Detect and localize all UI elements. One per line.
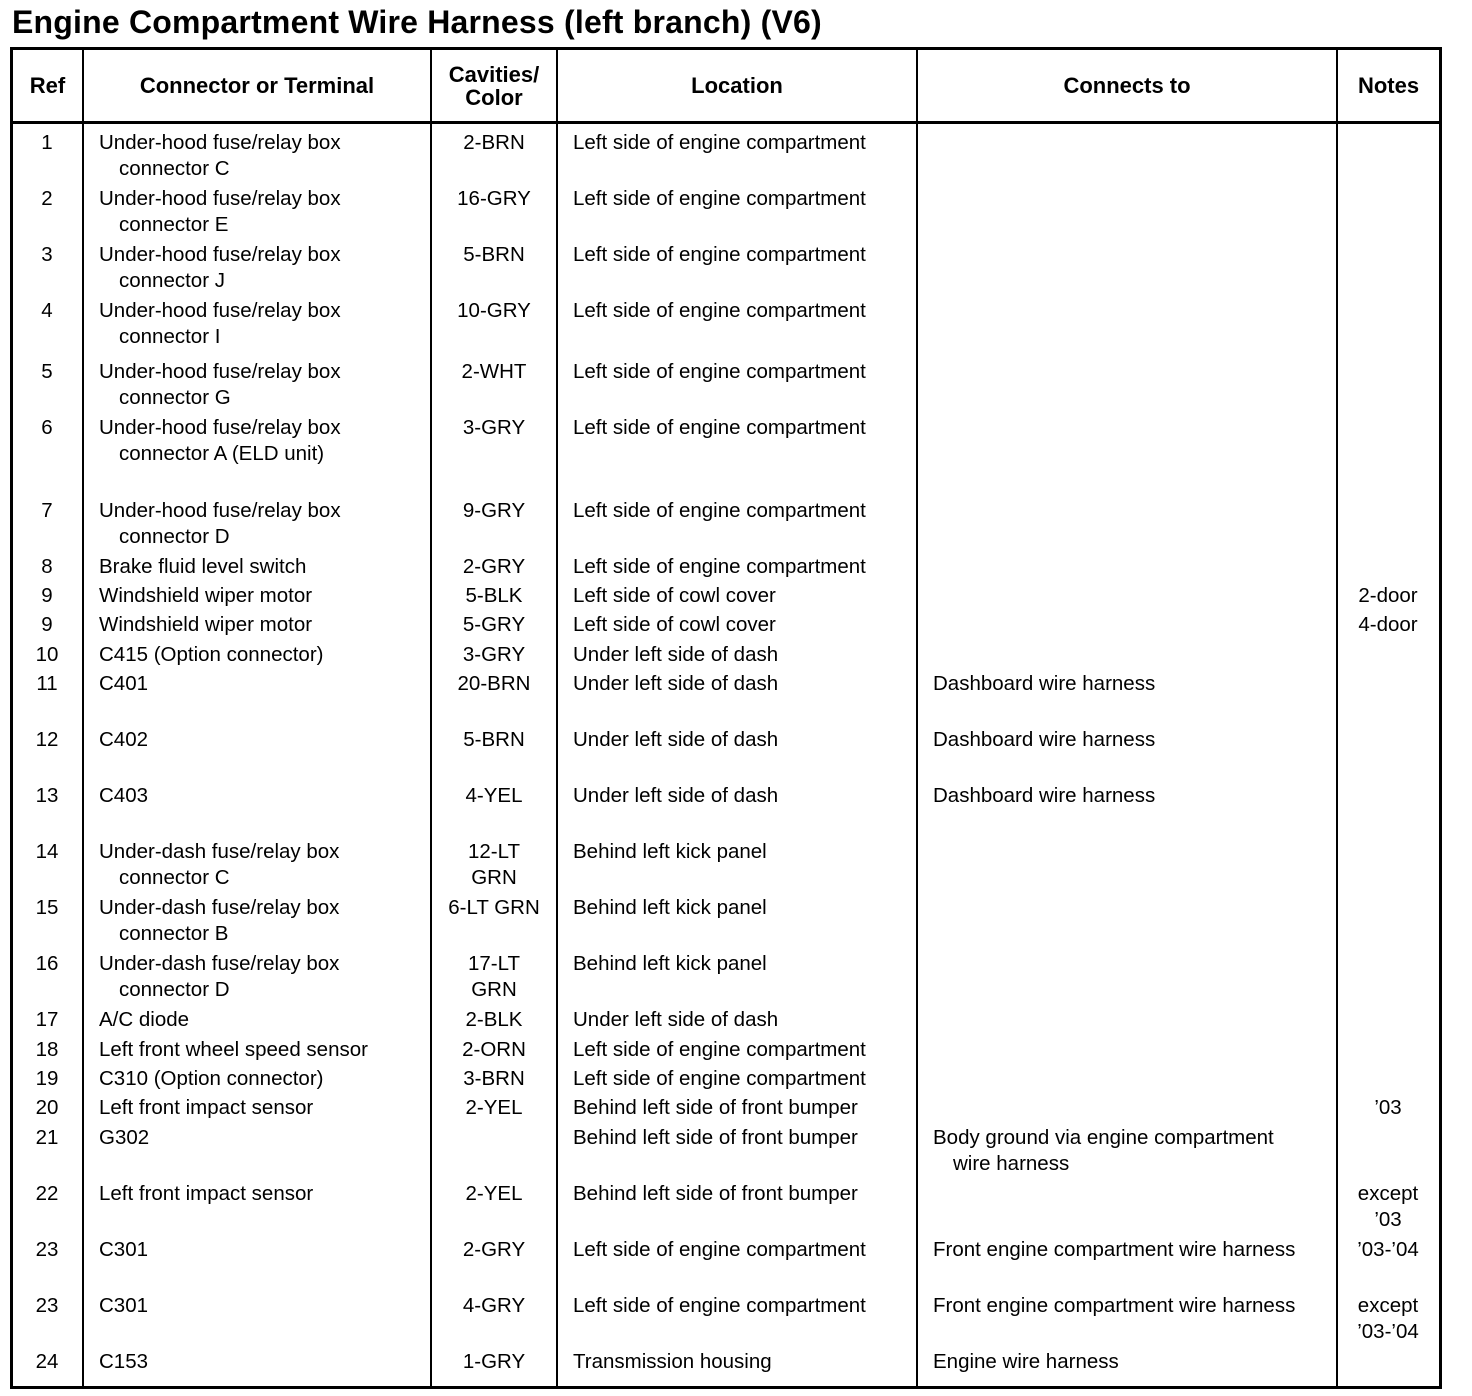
table-row (13, 612, 1439, 638)
connector-cell (99, 1066, 429, 1092)
location-cell (573, 554, 923, 580)
connects-to-cell (933, 727, 1333, 753)
location-cell-line: Behind left side of front bumper (573, 1182, 858, 1205)
connector-cell (99, 1037, 429, 1063)
ref-cell (13, 1293, 81, 1319)
location-cell (573, 1237, 923, 1263)
table-row (13, 1349, 1439, 1375)
connects-to-cell-line: wire harness (953, 1152, 1070, 1175)
connects-to-cell-line: Engine wire harness (933, 1350, 1119, 1373)
ref-cell-line: 10 (35, 643, 59, 666)
ref-cell-line: 11 (36, 672, 58, 695)
cavities-cell (433, 1066, 555, 1092)
location-cell-line: Left side of engine compartment (573, 1067, 866, 1090)
connector-cell-line: Left front wheel speed sensor (99, 1038, 368, 1061)
header-ref: Ref (29, 73, 66, 98)
location-cell (573, 1095, 923, 1121)
table-row (13, 1007, 1439, 1033)
cavities-cell-line: 12-LT (467, 840, 521, 863)
ref-cell (13, 783, 81, 809)
cavities-cell (433, 1095, 555, 1121)
table-row (13, 130, 1439, 180)
cavities-cell-line: 2-BLK (465, 1008, 523, 1031)
ref-cell (13, 895, 81, 921)
connects-to-cell (933, 1349, 1333, 1375)
table-row (13, 895, 1439, 945)
cavities-cell (433, 186, 555, 212)
notes-cell (1339, 1181, 1437, 1233)
connects-to-cell-line: Dashboard wire harness (933, 728, 1156, 751)
table-row (13, 359, 1439, 409)
connector-cell-line: Windshield wiper motor (99, 613, 313, 636)
table-row (13, 186, 1439, 236)
cavities-cell (433, 583, 555, 609)
ref-cell-line: 24 (35, 1350, 59, 1373)
header-location: Location (691, 73, 783, 98)
connector-cell-line: G302 (99, 1126, 150, 1149)
notes-cell-line: ’03-’04 (1357, 1238, 1419, 1261)
ref-cell (13, 642, 81, 668)
connector-cell (99, 242, 429, 294)
ref-cell-line: 16 (35, 952, 59, 975)
connector-cell-line: Under-hood fuse/relay box (99, 131, 341, 154)
connector-cell-line: C401 (99, 672, 149, 695)
connects-to-cell-line: Front engine compartment wire harness (933, 1294, 1296, 1317)
connects-to-cell-line: Body ground via engine compartment (933, 1126, 1274, 1149)
location-cell-line: Under left side of dash (573, 728, 779, 751)
connector-cell-line: connector A (ELD unit) (119, 442, 325, 465)
cavities-cell-line: 10-GRY (457, 299, 531, 322)
cavities-cell (433, 839, 555, 891)
location-cell (573, 1293, 923, 1319)
table-row (13, 1125, 1439, 1175)
ref-cell-line: 1 (41, 131, 53, 154)
ref-cell-line: 9 (41, 613, 53, 636)
cavities-cell (433, 359, 555, 385)
table-row (13, 951, 1439, 1001)
ref-cell-line: 14 (35, 840, 59, 863)
cavities-cell (433, 415, 555, 441)
cavities-cell (433, 130, 555, 156)
table-row (13, 1181, 1439, 1231)
location-cell (573, 1349, 923, 1375)
table-row (13, 839, 1439, 889)
cavities-cell-line: 2-YEL (465, 1096, 523, 1119)
notes-cell-line: except (1357, 1294, 1419, 1317)
connector-cell-line: C301 (99, 1294, 149, 1317)
ref-cell-line: 12 (35, 728, 59, 751)
ref-cell (13, 1007, 81, 1033)
header-notes: Notes (1357, 73, 1420, 98)
cavities-cell-line: 4-GRY (462, 1294, 526, 1317)
connector-cell (99, 642, 429, 668)
connects-to-cell-line: Dashboard wire harness (933, 784, 1156, 807)
location-cell-line: Left side of engine compartment (573, 1238, 866, 1261)
cavities-cell-line: 20-BRN (457, 672, 531, 695)
location-cell (573, 242, 923, 268)
location-cell (573, 1125, 923, 1151)
ref-cell (13, 498, 81, 524)
connector-cell-line: connector J (119, 269, 225, 292)
connector-cell-line: A/C diode (99, 1008, 190, 1031)
location-cell-line: Left side of engine compartment (573, 299, 866, 322)
connector-cell (99, 1237, 429, 1263)
cavities-cell-line: 5-BLK (465, 584, 523, 607)
connector-cell-line: connector I (119, 325, 221, 348)
notes-cell (1339, 1237, 1437, 1263)
connector-cell-line: Windshield wiper motor (99, 584, 313, 607)
connector-cell (99, 1007, 429, 1033)
ref-cell-line: 23 (35, 1238, 59, 1261)
location-cell (573, 498, 923, 524)
notes-cell-line: ’03-’04 (1357, 1320, 1419, 1343)
connector-cell-line: Under-hood fuse/relay box (99, 360, 341, 383)
ref-cell-line: 19 (35, 1067, 59, 1090)
table-row (13, 583, 1439, 609)
location-cell (573, 612, 923, 638)
ref-cell-line: 13 (35, 784, 59, 807)
connector-cell (99, 298, 429, 350)
notes-cell-line: ’03 (1374, 1096, 1402, 1119)
connects-to-cell (933, 1293, 1333, 1319)
location-cell (573, 583, 923, 609)
ref-cell (13, 130, 81, 156)
connects-to-cell (933, 671, 1333, 697)
notes-cell-line: except (1357, 1182, 1419, 1205)
connector-cell (99, 783, 429, 809)
connector-cell (99, 1293, 429, 1319)
ref-cell-line: 21 (35, 1126, 59, 1149)
connector-cell (99, 554, 429, 580)
table-row (13, 415, 1439, 465)
ref-cell (13, 839, 81, 865)
location-cell (573, 186, 923, 212)
cavities-cell-line: 17-LT (467, 952, 521, 975)
location-cell (573, 951, 923, 977)
location-cell (573, 783, 923, 809)
cavities-cell (433, 727, 555, 753)
header-separator (13, 121, 1439, 124)
cavities-cell-line: 2-WHT (461, 360, 527, 383)
ref-cell (13, 1037, 81, 1063)
location-cell-line: Behind left side of front bumper (573, 1126, 858, 1149)
location-cell (573, 671, 923, 697)
connector-cell-line: Under-hood fuse/relay box (99, 416, 341, 439)
notes-cell-line: 2-door (1358, 584, 1418, 607)
location-cell (573, 1037, 923, 1063)
connects-to-cell (933, 783, 1333, 809)
cavities-cell-line: 3-GRY (462, 416, 526, 439)
connector-cell-line: Under-dash fuse/relay box (99, 952, 340, 975)
connector-cell (99, 839, 429, 891)
ref-cell-line: 4 (41, 299, 53, 322)
connector-cell-line: C415 (Option connector) (99, 643, 324, 666)
connects-to-cell (933, 1237, 1333, 1263)
location-cell-line: Left side of engine compartment (573, 360, 866, 383)
connector-cell-line: connector G (119, 386, 231, 409)
ref-cell-line: 18 (35, 1038, 59, 1061)
ref-cell-line: 17 (35, 1008, 59, 1031)
cavities-cell (433, 951, 555, 1003)
connector-cell (99, 583, 429, 609)
location-cell-line: Under left side of dash (573, 784, 779, 807)
header-connector: Connector or Terminal (139, 73, 375, 98)
connector-cell-line: Under-hood fuse/relay box (99, 299, 341, 322)
cavities-cell (433, 554, 555, 580)
connector-cell-line: connector D (119, 525, 230, 548)
notes-cell (1339, 1095, 1437, 1121)
connects-to-cell-line: Dashboard wire harness (933, 672, 1156, 695)
cavities-cell (433, 1349, 555, 1375)
notes-cell (1339, 583, 1437, 609)
cavities-cell (433, 671, 555, 697)
connector-cell-line: C310 (Option connector) (99, 1067, 324, 1090)
connector-cell (99, 1125, 429, 1151)
cavities-cell-line: 2-ORN (462, 1038, 526, 1061)
header-connects-to: Connects to (1063, 73, 1191, 98)
cavities-cell (433, 612, 555, 638)
location-cell (573, 727, 923, 753)
location-cell-line: Left side of engine compartment (573, 555, 866, 578)
ref-cell (13, 583, 81, 609)
ref-cell-line: 8 (41, 555, 53, 578)
harness-table (10, 47, 1442, 1389)
table-row (13, 642, 1439, 668)
table-row (13, 1095, 1439, 1121)
table-row (13, 783, 1439, 809)
connector-cell (99, 671, 429, 697)
cavities-cell-line: 16-GRY (457, 187, 531, 210)
ref-cell (13, 1349, 81, 1375)
location-cell (573, 298, 923, 324)
connector-cell (99, 130, 429, 182)
cavities-cell-line: 4-YEL (465, 784, 523, 807)
cavities-cell (433, 895, 555, 921)
table-row (13, 242, 1439, 292)
location-cell-line: Left side of engine compartment (573, 416, 866, 439)
ref-cell-line: 20 (35, 1096, 59, 1119)
location-cell-line: Left side of engine compartment (573, 1294, 866, 1317)
cavities-cell-line: 2-GRY (462, 555, 526, 578)
cavities-cell (433, 242, 555, 268)
ref-cell-line: 9 (41, 584, 53, 607)
connector-cell (99, 415, 429, 467)
location-cell-line: Under left side of dash (573, 643, 779, 666)
cavities-cell-line: 1-GRY (462, 1350, 526, 1373)
connector-cell-line: C402 (99, 728, 149, 751)
connector-cell (99, 951, 429, 1003)
location-cell-line: Left side of engine compartment (573, 131, 866, 154)
connector-cell-line: C301 (99, 1238, 149, 1261)
connector-cell (99, 612, 429, 638)
notes-cell (1339, 612, 1437, 638)
location-cell-line: Left side of engine compartment (573, 243, 866, 266)
connector-cell-line: connector C (119, 157, 230, 180)
location-cell (573, 415, 923, 441)
ref-cell (13, 554, 81, 580)
ref-cell (13, 1066, 81, 1092)
cavities-cell-line: 5-BRN (463, 243, 525, 266)
ref-cell (13, 1095, 81, 1121)
cavities-cell-line: 9-GRY (462, 499, 526, 522)
table-row (13, 1293, 1439, 1343)
ref-cell-line: 2 (41, 187, 53, 210)
connector-cell (99, 1349, 429, 1375)
ref-cell-line: 23 (35, 1294, 59, 1317)
connector-cell-line: C153 (99, 1350, 149, 1373)
ref-cell (13, 951, 81, 977)
table-row (13, 1037, 1439, 1063)
page-title: Engine Compartment Wire Harness (left branch) (V6) (12, 4, 822, 40)
ref-cell-line: 22 (35, 1182, 59, 1205)
table-row (13, 727, 1439, 753)
ref-cell-line: 5 (41, 360, 53, 383)
ref-cell (13, 1237, 81, 1263)
connects-to-cell-line: Front engine compartment wire harness (933, 1238, 1296, 1261)
cavities-cell (433, 298, 555, 324)
location-cell-line: Left side of engine compartment (573, 499, 866, 522)
ref-cell (13, 186, 81, 212)
cavities-cell-line: 2-YEL (465, 1182, 523, 1205)
ref-cell (13, 1125, 81, 1151)
connector-cell-line: Under-dash fuse/relay box (99, 840, 340, 863)
location-cell-line: Left side of engine compartment (573, 187, 866, 210)
location-cell-line: Behind left kick panel (573, 952, 767, 975)
cavities-cell-line: GRN (471, 866, 517, 889)
ref-cell (13, 612, 81, 638)
location-cell-line: Behind left side of front bumper (573, 1096, 858, 1119)
cavities-cell-line: 6-LT GRN (448, 896, 540, 919)
ref-cell-line: 3 (41, 243, 53, 266)
notes-cell (1339, 1293, 1437, 1345)
connector-cell-line: Under-dash fuse/relay box (99, 896, 340, 919)
table-row (13, 671, 1439, 697)
location-cell (573, 1181, 923, 1207)
table-row (13, 1066, 1439, 1092)
ref-cell (13, 298, 81, 324)
ref-cell-line: 6 (41, 416, 53, 439)
cavities-cell (433, 1293, 555, 1319)
connector-cell (99, 727, 429, 753)
cavities-cell-line: 5-GRY (462, 613, 526, 636)
cavities-cell-line: GRN (471, 978, 517, 1001)
cavities-cell (433, 498, 555, 524)
location-cell-line: Left side of engine compartment (573, 1038, 866, 1061)
cavities-cell (433, 1037, 555, 1063)
cavities-cell-line: 5-BRN (463, 728, 525, 751)
location-cell (573, 1066, 923, 1092)
connector-cell-line: connector E (119, 213, 229, 236)
connector-cell (99, 1095, 429, 1121)
cavities-cell-line: 3-BRN (463, 1067, 525, 1090)
location-cell (573, 895, 923, 921)
connector-cell-line: Under-hood fuse/relay box (99, 243, 341, 266)
ref-cell (13, 1181, 81, 1207)
ref-cell (13, 727, 81, 753)
connector-cell-line: connector C (119, 866, 230, 889)
table-row (13, 498, 1439, 548)
ref-cell-line: 7 (41, 499, 53, 522)
connector-cell-line: Brake fluid level switch (99, 555, 307, 578)
ref-cell-line: 15 (35, 896, 59, 919)
cavities-cell (433, 642, 555, 668)
table-row (13, 298, 1439, 348)
location-cell-line: Under left side of dash (573, 672, 779, 695)
ref-cell (13, 242, 81, 268)
location-cell (573, 839, 923, 865)
ref-cell (13, 671, 81, 697)
notes-cell-line: ’03 (1374, 1208, 1402, 1231)
cavities-cell-line: 2-BRN (463, 131, 525, 154)
connector-cell (99, 498, 429, 550)
table-row (13, 1237, 1439, 1263)
connector-cell-line: Left front impact sensor (99, 1182, 314, 1205)
cavities-cell (433, 1007, 555, 1033)
cavities-cell-line: 2-GRY (462, 1238, 526, 1261)
location-cell-line: Behind left kick panel (573, 840, 767, 863)
connector-cell-line: connector D (119, 978, 230, 1001)
location-cell-line: Left side of cowl cover (573, 613, 776, 636)
connector-cell (99, 895, 429, 947)
table-row (13, 554, 1439, 580)
header-cavities: Cavities/ Color (448, 61, 540, 110)
location-cell (573, 642, 923, 668)
location-cell-line: Transmission housing (573, 1350, 772, 1373)
notes-cell-line: 4-door (1358, 613, 1418, 636)
ref-cell (13, 359, 81, 385)
connector-cell (99, 1181, 429, 1207)
connects-to-cell (933, 1125, 1333, 1177)
connector-cell-line: connector B (119, 922, 229, 945)
location-cell-line: Behind left kick panel (573, 896, 767, 919)
connector-cell (99, 186, 429, 238)
connector-cell (99, 359, 429, 411)
location-cell (573, 359, 923, 385)
cavities-cell (433, 1181, 555, 1207)
location-cell-line: Left side of cowl cover (573, 584, 776, 607)
location-cell-line: Under left side of dash (573, 1008, 779, 1031)
ref-cell (13, 415, 81, 441)
connector-cell-line: Under-hood fuse/relay box (99, 499, 341, 522)
cavities-cell (433, 783, 555, 809)
connector-cell-line: C403 (99, 784, 149, 807)
location-cell (573, 1007, 923, 1033)
location-cell (573, 130, 923, 156)
connector-cell-line: Left front impact sensor (99, 1096, 314, 1119)
connector-cell-line: Under-hood fuse/relay box (99, 187, 341, 210)
cavities-cell (433, 1237, 555, 1263)
cavities-cell-line: 3-GRY (462, 643, 526, 666)
